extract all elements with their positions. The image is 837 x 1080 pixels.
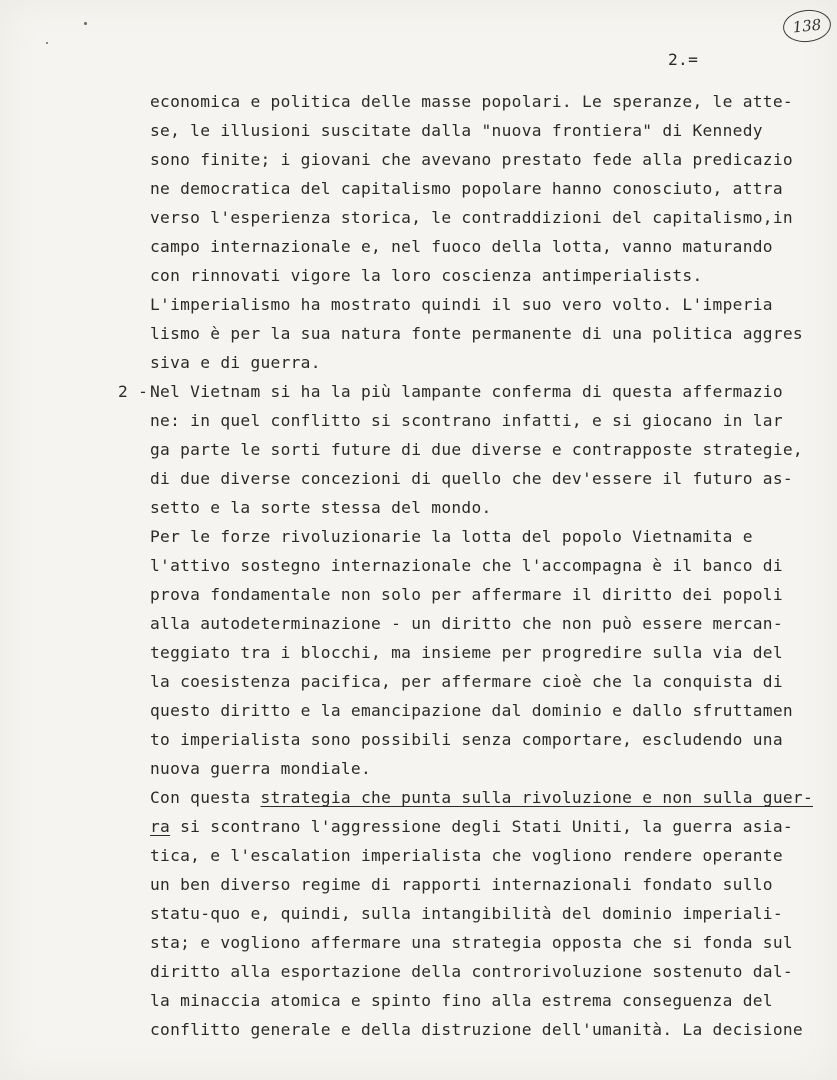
- text-line: [150, 788, 813, 807]
- text-line: lismo è per la sua natura fonte permanente di una politica aggres: [150, 324, 803, 343]
- text-line: verso l'esperienza storica, le contraddizioni del capitalismo,in: [150, 208, 793, 227]
- text-fragment: Con questa: [150, 788, 261, 807]
- text-line: economica e politica delle masse popolari. Le speranze, le atte-: [150, 92, 793, 111]
- paper-speck: [84, 22, 87, 25]
- underlined-phrase: strategia che punta sulla rivoluzione e non sulla guer-: [260, 788, 814, 807]
- text-line: se, le illusioni suscitate dalla "nuova frontiera" di Kennedy: [150, 121, 763, 140]
- text-line: setto e la sorte stessa del mondo.: [150, 498, 492, 517]
- text-line: ne democratica del capitalismo popolare hanno conosciuto, attra: [150, 179, 783, 198]
- page-number: 2.=: [668, 50, 699, 69]
- text-fragment: si scontrano l'aggressione degli Stati Uniti, la guerra asia-: [180, 817, 793, 836]
- text-line: teggiato tra i blocchi, ma insieme per progredire sulla via del: [150, 643, 783, 662]
- text-line: con rinnovati vigore la loro coscienza antimperialists.: [150, 266, 703, 285]
- text-line: alla autodeterminazione - un diritto che non può essere mercan-: [150, 614, 783, 633]
- text-line: diritto alla esportazione della controrivoluzione sostenuto dal-: [150, 962, 793, 981]
- text-line: di due diverse concezioni di quello che dev'essere il futuro as-: [150, 469, 793, 488]
- text-line: L'imperialismo ha mostrato quindi il suo vero volto. L'imperia: [150, 295, 773, 314]
- archive-page-stamp: 138: [781, 8, 832, 45]
- text-line: la coesistenza pacifica, per affermare cioè che la conquista di: [150, 672, 783, 691]
- text-line: siva e di guerra.: [150, 353, 321, 372]
- text-line: prova fondamentale non solo per affermare il diritto dei popoli: [150, 585, 783, 604]
- text-line: l'attivo sostegno internazionale che l'accompagna è il banco di: [150, 556, 783, 575]
- text-line: statu-quo e, quindi, sulla intangibilità del dominio imperiali-: [150, 904, 783, 923]
- text-line: nuova guerra mondiale.: [150, 759, 372, 778]
- text-line: ga parte le sorti future di due diverse e contrapposte strategie,: [150, 440, 803, 459]
- section-marker: 2 -: [118, 382, 149, 401]
- text-line: campo internazionale e, nel fuoco della lotta, vanno maturando: [150, 237, 773, 256]
- text-line: la minaccia atomica e spinto fino alla estrema conseguenza del: [150, 991, 773, 1010]
- text-line: [150, 817, 793, 836]
- text-line: Per le forze rivoluzionarie la lotta del popolo Vietnamita e: [150, 527, 753, 546]
- underlined-phrase: ra: [150, 817, 171, 836]
- text-line: ne: in quel conflitto si scontrano infatti, e si giocano in lar: [150, 411, 783, 430]
- paper-speck: [46, 42, 48, 44]
- text-line: questo diritto e la emancipazione dal dominio e dallo sfruttamen: [150, 701, 793, 720]
- text-line: un ben diverso regime di rapporti internazionali fondato sullo: [150, 875, 773, 894]
- text-line: tica, e l'escalation imperialista che vogliono rendere operante: [150, 846, 783, 865]
- text-line: sta; e vogliono affermare una strategia opposta che si fonda sul: [150, 933, 793, 952]
- text-line: sono finite; i giovani che avevano prestato fede alla predicazio: [150, 150, 793, 169]
- text-line: conflitto generale e della distruzione dell'umanità. La decisione: [150, 1020, 803, 1039]
- text-line: Nel Vietnam si ha la più lampante conferma di questa affermazio: [150, 382, 783, 401]
- text-line: to imperialista sono possibili senza comportare, escludendo una: [150, 730, 783, 749]
